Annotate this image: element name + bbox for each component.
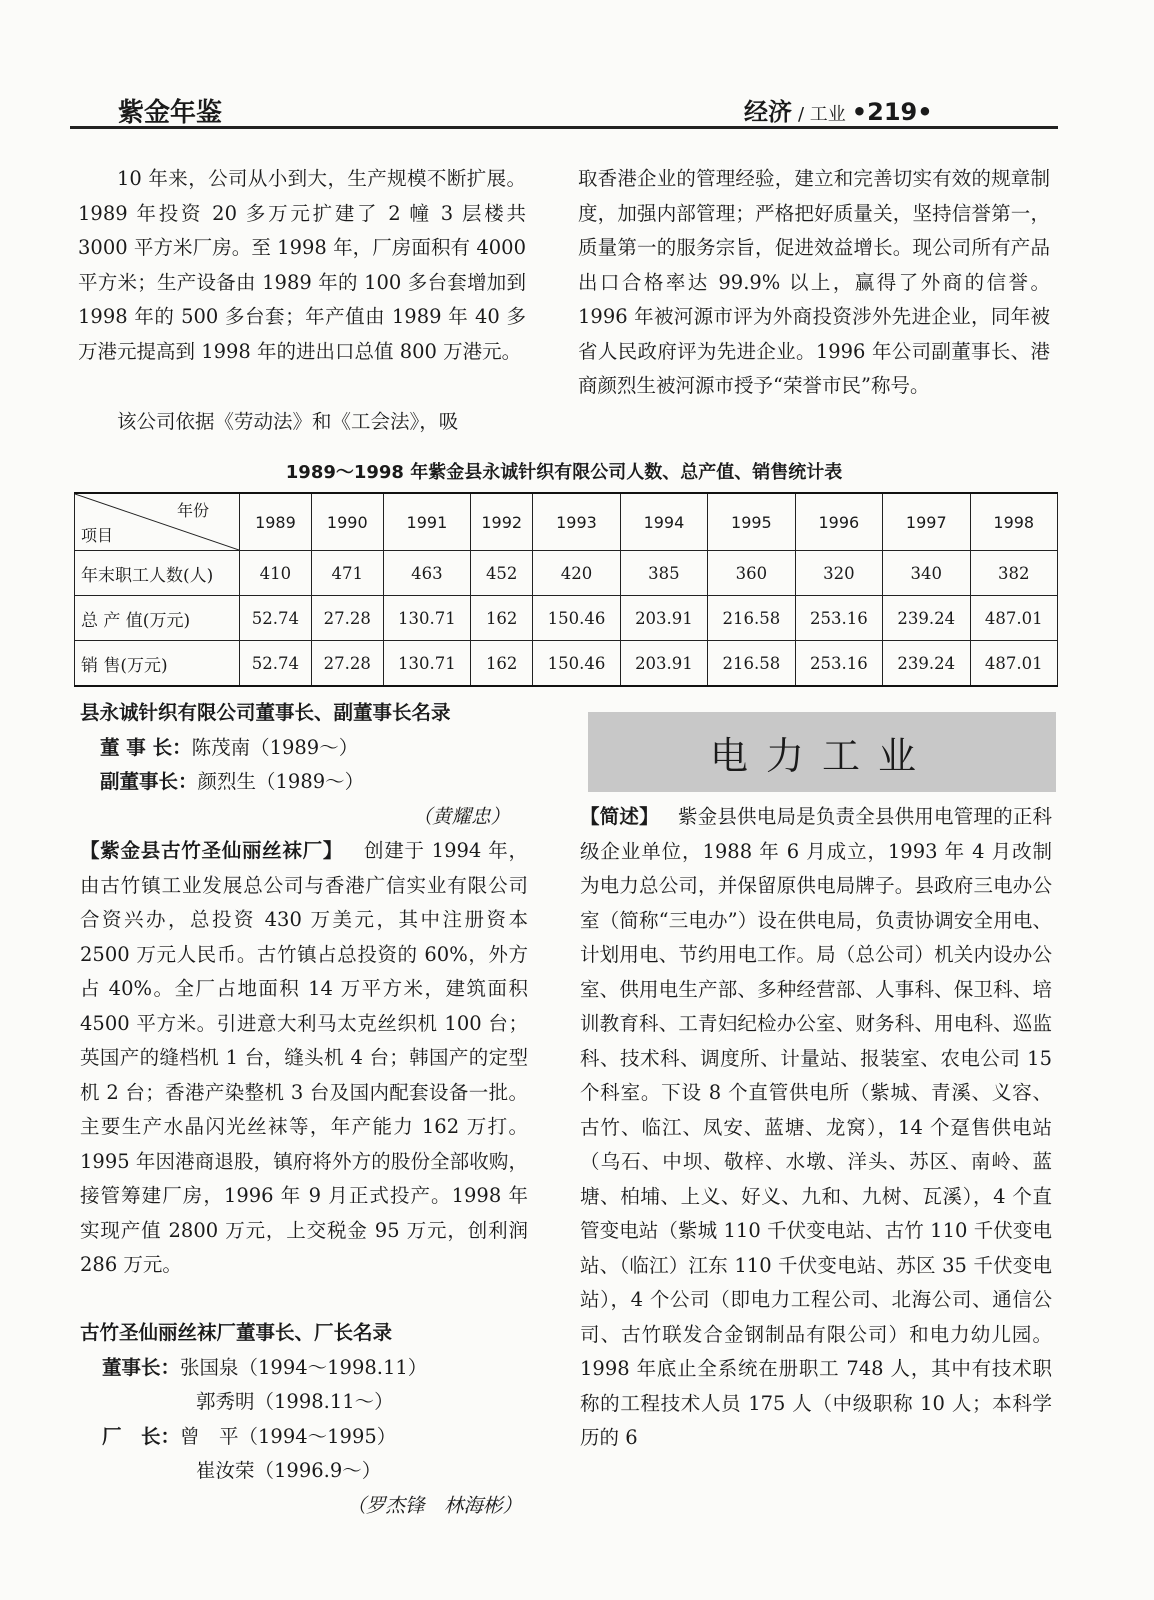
year-header: 1992 [471, 493, 533, 551]
paragraph-law-start: 该公司依据《劳动法》和《工会法》，吸 [117, 410, 459, 433]
table-cell: 150.46 [533, 641, 620, 687]
guzhu-directors [80, 1316, 528, 1523]
table-cell: 420 [533, 551, 620, 596]
corner-year-label: 年份 [176, 501, 209, 520]
table-cell: 471 [311, 551, 383, 596]
table-cell: 253.16 [795, 641, 882, 687]
table-cell: 216.58 [708, 641, 795, 687]
year-header: 1997 [883, 493, 970, 551]
table-cell: 382 [970, 551, 1057, 596]
table-cell: 27.28 [311, 641, 383, 687]
table-cell: 27.28 [311, 596, 383, 641]
entry-heading: 【紫金县古竹圣仙丽丝袜厂】 [80, 839, 344, 862]
table-cell: 130.71 [383, 641, 470, 687]
paragraph-law: 取香港企业的管理经验，建立和完善切实有效的规章制度，加强内部管理；严格把好质量关，坚持信誉第一，质量第一的服务宗旨，促进效益增长。现公司所有产品出口合格率达 99.9% 以上，赢得了外商的信誉。1996 年被河源市评为外商投资涉外先进企业，同年被省人民政府评为先进企业。1996 年公司副董事长、港商颜烈生被河源市授予“荣誉市民”称号。 [578, 167, 1050, 397]
list-item: 董事长：张国泉（1994～1998.11） [102, 1355, 428, 1379]
table-cell: 162 [471, 596, 533, 641]
list-item: 郭秀明（1998.11～） [196, 1390, 394, 1413]
list-title: 县永诚针织有限公司董事长、副董事长名录 [80, 701, 451, 724]
year-header: 1995 [708, 493, 795, 551]
year-header: 1996 [795, 493, 882, 551]
row-label: 销 售(万元) [75, 641, 240, 687]
intro-left-column [78, 162, 526, 369]
statistics-table [74, 492, 1058, 687]
intro-right-column [578, 162, 1050, 404]
table-cell: 253.16 [795, 596, 882, 641]
list-item: 董 事 长：陈茂南（1989～） [100, 735, 359, 759]
list-title: 古竹圣仙丽丝袜厂董事长、厂长名录 [80, 1321, 393, 1344]
table-cell: 385 [620, 551, 707, 596]
table-cell: 320 [795, 551, 882, 596]
table-cell: 203.91 [620, 641, 707, 687]
list-item: 副董事长：颜烈生（1989～） [100, 770, 365, 793]
section-header [744, 92, 933, 127]
section-sub: / 工业 [798, 104, 846, 125]
table-cell: 150.46 [533, 596, 620, 641]
year-header: 1990 [311, 493, 383, 551]
table-cell: 452 [471, 551, 533, 596]
table-cell: 360 [708, 551, 795, 596]
section-title-banner [588, 712, 1056, 792]
table-cell: 52.74 [240, 596, 312, 641]
table-cell: 487.01 [970, 596, 1057, 641]
table-cell: 216.58 [708, 596, 795, 641]
table-cell: 52.74 [240, 641, 312, 687]
entry-heading: 【简述】 [580, 805, 659, 828]
book-title: 紫金年鉴 [118, 98, 223, 128]
table-cell: 162 [471, 641, 533, 687]
year-header: 1989 [240, 493, 312, 551]
section-main: 经济 [744, 98, 792, 126]
list-item: 崔汝荣（1996.9～） [196, 1459, 382, 1482]
year-header: 1993 [533, 493, 620, 551]
table-cell: 340 [883, 551, 970, 596]
table-title: 1989～1998 年紫金县永诚针织有限公司人数、总产值、销售统计表 [285, 462, 843, 483]
page-number: •219• [851, 98, 933, 126]
table-corner-cell [75, 493, 240, 551]
header-rule [70, 126, 1058, 129]
table-cell: 130.71 [383, 596, 470, 641]
yongcheng-directors [80, 696, 528, 834]
entry-body: 紫金县供电局是负责全县供用电管理的正科级企业单位，1988 年 6 月成立，1993 年 4 月改制为电力总公司，并保留原供电局牌子。县政府三电办公室（简称“三电办”）设在供电局，负责协调安全用电、计划用电、节约用电工作。局（总公司）机关内设办公室、供用电生产部、多种经营部、人事科、保卫科、培训教育科、工青妇纪检办公室、财务科、用电科、巡监科、技术科、调度所、计量站、报装室、农电公司 15 个科室。下设 8 个直管供电所（紫城、青溪、义容、古竹、临江、凤安、蓝塘、龙窝），14 个趸售供电站（乌石、中坝、敬梓、水墩、洋头、苏区、南岭、蓝塘、柏埔、上义、好义、九和、九树、瓦溪），4 个直管变电站（紫城 110 千伏变电站、古竹 110 千伏变电站、（临江）江东 110 千伏变电站、苏区 35 千伏变电站），4 个公司（即电力工程公司、北海公司、通信公司、古竹联发合金钢制品有限公司）和电力幼儿园。1998 年底止全系统在册职工 748 人，其中有技术职称的工程技术人员 175 人（中级职称 10 人；本科学历的 6 [580, 805, 1052, 1449]
power-overview [580, 800, 1052, 1456]
paragraph-scale: 10 年来，公司从小到大，生产规模不断扩展。1989 年投资 20 多万元扩建了 2 幢 3 层楼共 3000 平方米厂房。至 1998 年，厂房面积有 4000 平方米；生产设备由 1989 年的 100 多台套增加到 1998 年的 500 多台套；年产值由 1989 年 40 多万港元提高到 1998 年的进出口总值 800 万港元。 [78, 167, 526, 363]
table-cell: 487.01 [970, 641, 1057, 687]
corner-item-label: 项目 [81, 526, 114, 545]
guzhu-factory-section [80, 834, 528, 1283]
section-title: 电力工业 [709, 733, 934, 778]
table-cell: 203.91 [620, 596, 707, 641]
row-label: 年末职工人数(人) [75, 551, 240, 596]
table-row [75, 641, 1058, 687]
table-row [75, 596, 1058, 641]
entry-body: 创建于 1994 年，由古竹镇工业发展总公司与香港广信实业有限公司合资兴办，总投资 430 万美元，其中注册资本 2500 万元人民币。古竹镇占总投资的 60%，外方占 40%。全厂占地面积 14 万平方米，建筑面积 4500 平方米。引进意大利马太克丝织机 100 台；英国产的缝档机 1 台，缝头机 4 台；韩国产的定型机 2 台；香港产染整机 3 台及国内配套设备一批。主要生产水晶闪光丝袜等，年产能力 162 万打。1995 年因港商退股，镇府将外方的股份全部收购，接管筹建厂房，1996 年 9 月正式投产。1998 年实现产值 2800 万元，上交税金 95 万元，创利润 286 万元。 [80, 839, 528, 1276]
year-header: 1998 [970, 493, 1057, 551]
table-row [75, 551, 1058, 596]
table-cell: 239.24 [883, 641, 970, 687]
table-cell: 239.24 [883, 596, 970, 641]
year-header: 1994 [620, 493, 707, 551]
year-header: 1991 [383, 493, 470, 551]
table-cell: 463 [383, 551, 470, 596]
table-header-row [75, 493, 1058, 551]
author-credit: （黄耀忠） [412, 804, 510, 828]
list-item: 厂 长：曾 平（1994～1995） [102, 1424, 397, 1448]
row-label: 总 产 值(万元) [75, 596, 240, 641]
author-credit: （罗杰锋 林海彬） [346, 1493, 522, 1517]
table-cell: 410 [240, 551, 312, 596]
